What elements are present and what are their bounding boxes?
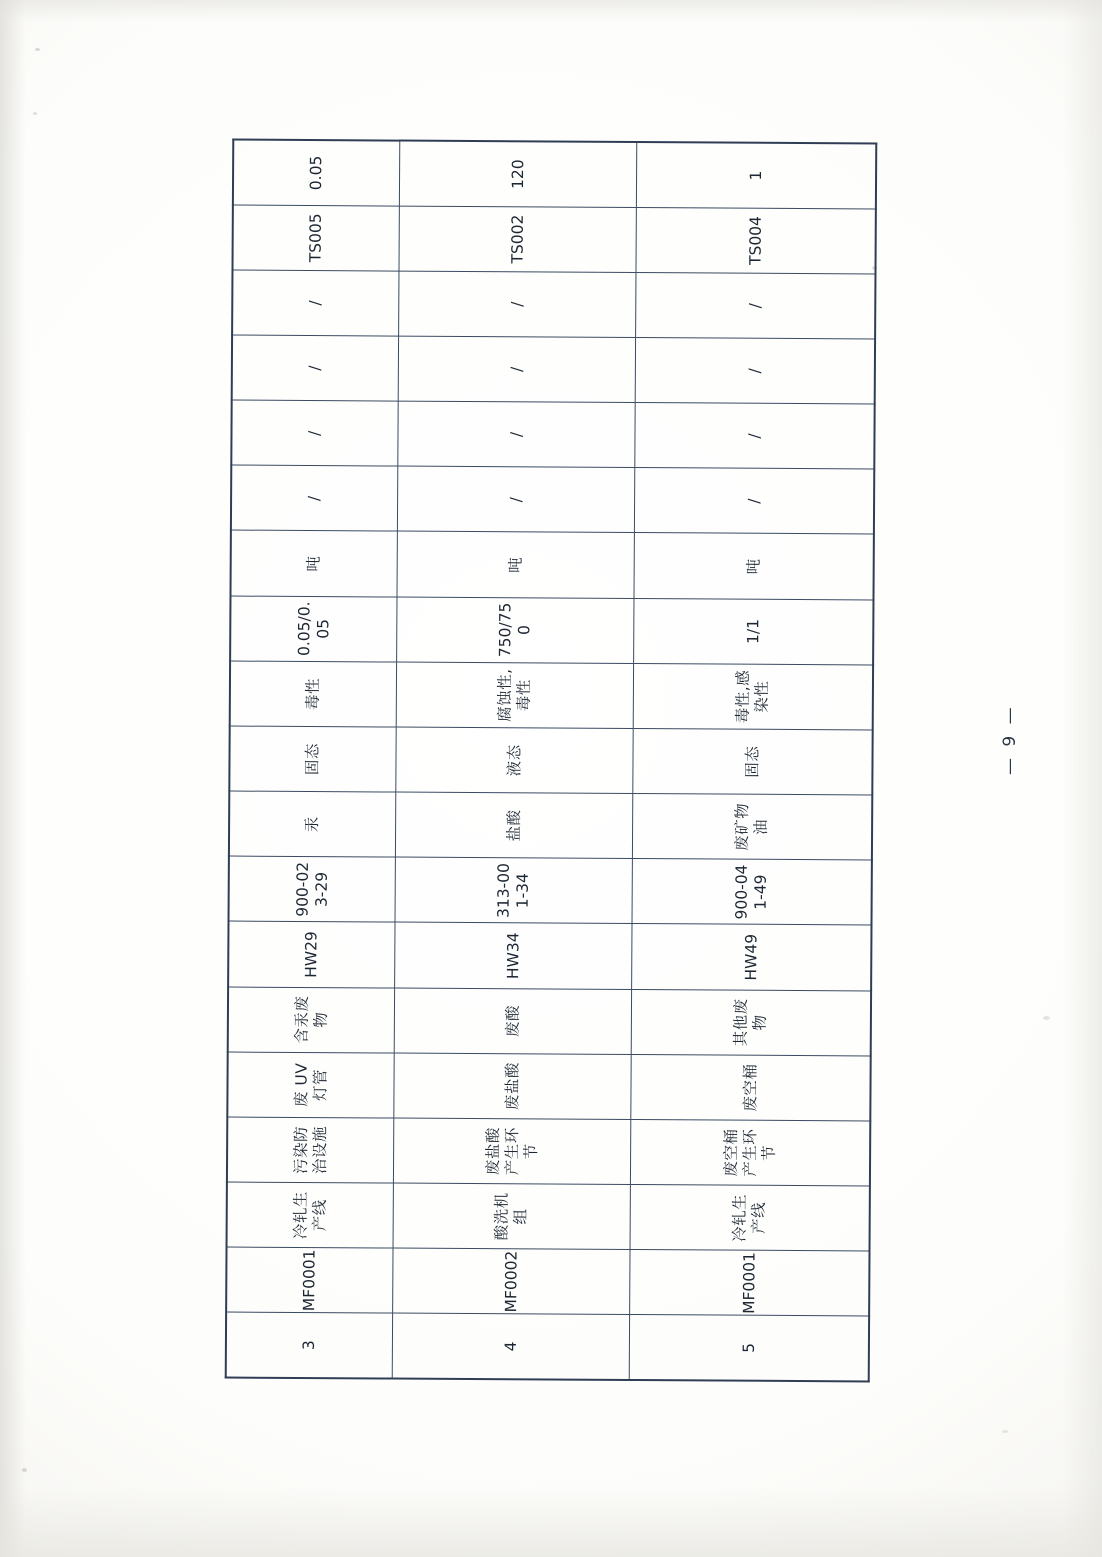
cell-col-d: / bbox=[636, 272, 876, 339]
cell-waste-category: 含汞废物 bbox=[228, 987, 395, 1053]
cell-waste-code: 900-023-29 bbox=[229, 856, 396, 922]
page-edge-left bbox=[0, 0, 26, 1557]
cell-amount: 750/750 bbox=[397, 597, 635, 664]
scan-speck-1 bbox=[35, 48, 40, 51]
cell-waste-code: 900-041-49 bbox=[632, 859, 872, 926]
cell-waste-category: 其他废物 bbox=[631, 989, 871, 1056]
scan-speck-3 bbox=[22, 1468, 27, 1472]
cell-col-b: / bbox=[231, 400, 398, 466]
cell-process: 冷轧生产线 bbox=[227, 1182, 394, 1248]
scan-speck-6 bbox=[1002, 1430, 1008, 1433]
cell-hazard: 毒性 bbox=[230, 661, 397, 727]
cell-unit: 吨 bbox=[634, 533, 874, 600]
cell-facility: TS005 bbox=[232, 205, 399, 271]
cell-substance: 废矿物油 bbox=[633, 794, 873, 861]
cell-hw-class: HW49 bbox=[632, 924, 872, 991]
cell-col-a: / bbox=[397, 466, 635, 533]
cell-quantity: 120 bbox=[399, 141, 637, 208]
cell-col-b: / bbox=[635, 403, 875, 470]
cell-waste-name: 废空桶 bbox=[631, 1054, 871, 1121]
cell-seq: 5 bbox=[629, 1315, 869, 1382]
cell-col-a: / bbox=[635, 468, 875, 535]
cell-link: 废空桶产生环节 bbox=[631, 1119, 871, 1186]
page-edge-right bbox=[1062, 0, 1102, 1557]
page-edge-bottom bbox=[0, 1487, 1102, 1557]
cell-waste-name: 废 UV 灯管 bbox=[227, 1052, 394, 1118]
cell-seq: 3 bbox=[226, 1312, 393, 1378]
cell-link: 污染防治设施 bbox=[227, 1117, 394, 1183]
cell-state: 固态 bbox=[229, 726, 396, 792]
cell-unit: 吨 bbox=[397, 532, 635, 599]
cell-amount: 0.05/0.05 bbox=[230, 596, 397, 662]
cell-seq: 4 bbox=[392, 1313, 630, 1380]
scan-speck-2 bbox=[33, 112, 37, 115]
cell-state: 固态 bbox=[633, 728, 873, 795]
cell-col-d: / bbox=[399, 271, 637, 338]
cell-col-c: / bbox=[232, 335, 399, 401]
cell-hw-class: HW29 bbox=[228, 921, 395, 987]
cell-facility: TS004 bbox=[636, 207, 876, 274]
cell-hw-class: HW34 bbox=[395, 922, 633, 989]
cell-col-b: / bbox=[398, 401, 636, 468]
table-row bbox=[629, 142, 876, 1381]
cell-state: 液态 bbox=[396, 727, 634, 794]
hazardous-waste-table bbox=[225, 139, 878, 1383]
cell-process: 冷轧生产线 bbox=[630, 1185, 870, 1252]
cell-col-c: / bbox=[635, 338, 875, 405]
cell-waste-name: 废盐酸 bbox=[394, 1053, 632, 1120]
cell-col-c: / bbox=[398, 336, 636, 403]
cell-unit: 吨 bbox=[231, 531, 398, 597]
cell-hazard: 腐蚀性,毒性 bbox=[396, 662, 634, 729]
table-row bbox=[226, 140, 400, 1379]
page-edge-top bbox=[0, 0, 1102, 22]
cell-quantity: 1 bbox=[637, 142, 877, 209]
cell-amount: 1/1 bbox=[634, 598, 874, 665]
cell-substance: 盐酸 bbox=[395, 792, 633, 859]
cell-link: 废盐酸产生环节 bbox=[393, 1118, 631, 1185]
page-number: — 9 — bbox=[1000, 704, 1020, 775]
scan-speck-5 bbox=[1043, 1016, 1050, 1020]
cell-facility: TS002 bbox=[399, 206, 637, 273]
cell-col-d: / bbox=[232, 270, 399, 336]
cell-waste-code: 313-001-34 bbox=[395, 857, 633, 924]
cell-code: MF0001 bbox=[630, 1250, 870, 1317]
cell-quantity: 0.05 bbox=[233, 140, 400, 206]
cell-substance: 汞 bbox=[229, 791, 396, 857]
cell-code: MF0002 bbox=[393, 1248, 631, 1315]
cell-waste-category: 废酸 bbox=[394, 988, 632, 1055]
cell-col-a: / bbox=[231, 465, 398, 531]
table-row bbox=[392, 141, 637, 1380]
cell-hazard: 毒性,感染性 bbox=[633, 663, 873, 730]
hazardous-waste-table-container bbox=[225, 139, 878, 1383]
cell-process: 酸洗机组 bbox=[393, 1183, 631, 1250]
cell-code: MF0001 bbox=[226, 1247, 393, 1313]
